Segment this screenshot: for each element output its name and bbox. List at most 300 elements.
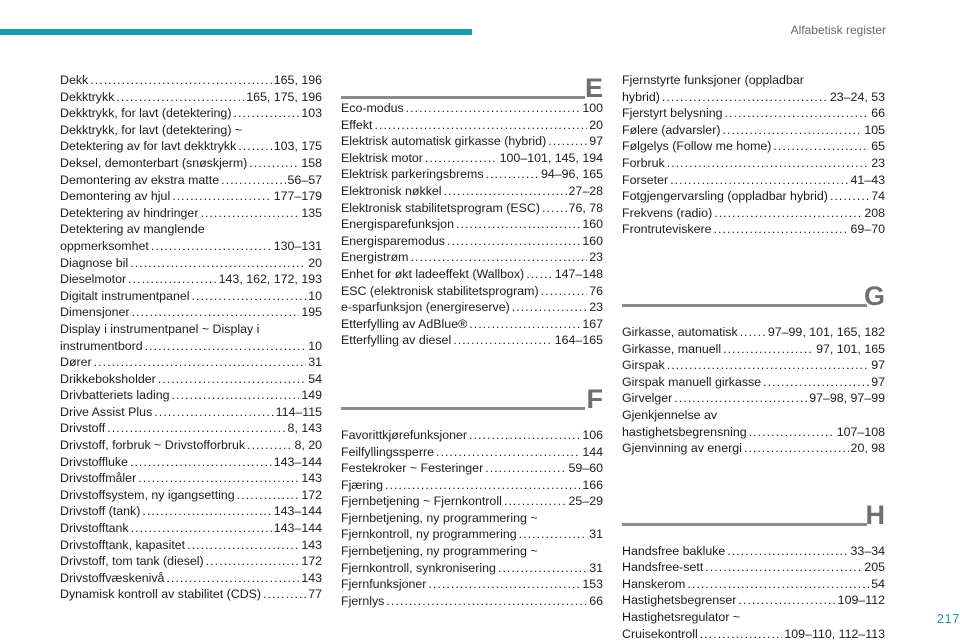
- index-entry-pages: 103: [301, 106, 322, 121]
- index-entry-pages: 106: [582, 427, 603, 442]
- index-entry-pages: 107–108: [836, 424, 885, 439]
- dot-leader: [233, 105, 299, 122]
- index-entry-pages: 97–98, 97–99: [809, 391, 885, 406]
- index-entry: [622, 592, 885, 609]
- index-entry-pages: 97: [871, 374, 885, 389]
- index-entry-term: Detektering av hindringer: [60, 205, 199, 220]
- index-entry-pages: 105: [864, 122, 885, 137]
- index-entry-pages: 164–165: [554, 333, 603, 348]
- index-entry: [341, 477, 603, 494]
- index-entry: [60, 553, 322, 570]
- index-entry-term: Drivstoff (tank): [60, 504, 141, 519]
- index-entry-term: Elektronisk nøkkel: [341, 183, 442, 198]
- dot-leader: [410, 249, 587, 266]
- index-entry: [622, 440, 885, 457]
- index-entry-pages: 41–43: [850, 172, 885, 187]
- dot-leader: [436, 444, 580, 461]
- section-header-h: [622, 495, 885, 555]
- dot-leader: [107, 420, 285, 437]
- index-entry-term: hastighetsbegrensning: [622, 424, 747, 439]
- index-entry: [60, 271, 322, 288]
- index-entry-term: Energisparefunksjon: [341, 217, 454, 232]
- index-entry-pages: 8, 20: [294, 438, 322, 453]
- dot-leader: [425, 150, 498, 167]
- index-entry: [341, 249, 603, 266]
- index-entry: [60, 520, 322, 537]
- index-entry-term: Fjernfunksjoner: [341, 577, 427, 592]
- section-header-g: [622, 276, 885, 336]
- index-entry-pages: 66: [871, 106, 885, 121]
- index-entry-term-line: Gjenkjennelse av: [622, 407, 718, 422]
- index-entry-pages: 20, 98: [850, 441, 885, 456]
- index-entry: [60, 487, 322, 504]
- index-entry: [622, 205, 885, 222]
- index-entry-pages: 172: [301, 554, 322, 569]
- index-entry-term: Enhet for økt ladeeffekt (Wallbox): [341, 266, 525, 281]
- index-entry-term: Girspak: [622, 358, 665, 373]
- index-entry-term-line: Fjernstyrte funksjoner (oppladbar: [622, 73, 804, 87]
- dot-leader: [172, 387, 300, 404]
- index-entry: [60, 570, 322, 587]
- dot-leader: [145, 338, 307, 355]
- index-entry-term: Elektrisk parkeringsbrems: [341, 167, 484, 182]
- index-entry: [341, 316, 603, 333]
- index-entry-term: Demontering av hjul: [60, 189, 171, 204]
- dot-leader: [519, 526, 588, 543]
- index-entry-pages: 31: [308, 355, 322, 370]
- index-entry-pages: 97: [871, 358, 885, 373]
- index-entry: [60, 122, 322, 155]
- index-entry-term-line: Display i instrumentpanel ~ Display i: [60, 321, 260, 336]
- header-accent-bar: [0, 29, 472, 35]
- index-entry: [341, 444, 603, 461]
- index-entry: [341, 200, 603, 217]
- index-entry-pages: 10: [308, 288, 322, 303]
- index-entry-pages: 195: [301, 305, 322, 320]
- index-entry: [622, 341, 885, 358]
- index-entry-pages: 31: [589, 560, 603, 575]
- index-entry-term: Dynamisk kontroll av stabilitet (CDS): [60, 587, 262, 602]
- index-entry-pages: 109–110, 112–113: [784, 626, 885, 641]
- index-entry-pages: 143–144: [273, 521, 322, 536]
- index-entry-pages: 158: [301, 155, 322, 170]
- index-entry-pages: 143–144: [273, 454, 322, 469]
- index-entry-pages: 54: [308, 371, 322, 386]
- dot-leader: [687, 576, 869, 593]
- index-entry-term: Hastighetsbegrenser: [622, 593, 737, 608]
- index-entry-pages: 31: [589, 527, 603, 542]
- dot-leader: [763, 374, 869, 391]
- index-entry-pages: 143: [301, 537, 322, 552]
- index-entry-term: Diagnose bil: [60, 255, 129, 270]
- dot-leader: [386, 593, 587, 610]
- dot-leader: [526, 266, 553, 283]
- index-entry-pages: 100–101, 145, 194: [499, 150, 603, 165]
- index-entry-term: Drivbatteriets lading: [60, 388, 170, 403]
- index-entry-term: Drikkeboksholder: [60, 371, 156, 386]
- dot-leader: [444, 183, 567, 200]
- index-entry-pages: 74: [871, 189, 885, 204]
- index-entry: [341, 543, 603, 576]
- index-entry: [60, 72, 322, 89]
- section-divider: [341, 407, 585, 410]
- dot-leader: [674, 390, 807, 407]
- index-entry-pages: 76, 78: [568, 200, 603, 215]
- index-entry-term: Forseter: [622, 172, 669, 187]
- dot-leader: [151, 238, 272, 255]
- dot-leader: [541, 283, 588, 300]
- index-entry-pages: 94–96, 165: [540, 167, 603, 182]
- index-entry-pages: 135: [301, 205, 322, 220]
- dot-leader: [116, 89, 244, 106]
- index-entry: [341, 150, 603, 167]
- index-entry-term: Dekk: [60, 73, 89, 87]
- index-entry-pages: 56–57: [287, 172, 322, 187]
- dot-leader: [498, 560, 587, 577]
- index-entry-term: Drivstoffvæskenivå: [60, 570, 165, 585]
- index-entry-term: Girspak manuell girkasse: [622, 374, 762, 389]
- section-divider: [341, 96, 585, 99]
- page-header-title: Alfabetisk register: [790, 23, 886, 37]
- index-entry-pages: 66: [589, 593, 603, 608]
- index-entry: [622, 576, 885, 593]
- index-entry: [60, 437, 322, 454]
- dot-leader: [142, 503, 271, 520]
- index-entry-pages: 25–29: [568, 494, 603, 509]
- index-entry: [60, 172, 322, 189]
- dot-leader: [667, 357, 870, 374]
- index-entry-pages: 166: [582, 477, 603, 492]
- index-entry: [341, 460, 603, 477]
- index-entry-term: Cruisekontroll: [622, 626, 698, 641]
- index-entry-pages: 103, 175: [273, 139, 322, 154]
- index-entry-pages: 205: [864, 560, 885, 575]
- section-letter: G: [863, 280, 885, 311]
- index-entry-term: Dimensjoner: [60, 305, 130, 320]
- index-entry-pages: 77: [308, 587, 322, 602]
- index-entry-pages: 114–115: [275, 404, 322, 419]
- index-entry-pages: 177–179: [273, 189, 322, 204]
- index-entry-pages: 130–131: [273, 238, 322, 253]
- index-entry-term: instrumentbord: [60, 338, 143, 353]
- dot-leader: [453, 332, 553, 349]
- index-entry: [60, 221, 322, 254]
- index-entry-pages: 149: [301, 388, 322, 403]
- index-column-2: [341, 72, 603, 609]
- index-entry-term: Handsfree bakluke: [622, 543, 726, 558]
- index-entry: [622, 357, 885, 374]
- index-entry: [341, 576, 603, 593]
- index-entry: [622, 374, 885, 391]
- dot-leader: [206, 553, 300, 570]
- dot-leader: [90, 72, 272, 89]
- index-entry-term: Dører: [60, 355, 92, 370]
- dot-leader: [158, 371, 306, 388]
- index-entry-pages: 109–112: [837, 593, 885, 608]
- dot-leader: [131, 520, 272, 537]
- index-entry-term: ESC (elektronisk stabilitetsprogram): [341, 283, 539, 298]
- index-entry-term: Detektering av for lavt dekktrykk: [60, 139, 237, 154]
- index-entry-term: Etterfylling av AdBlue®: [341, 316, 468, 331]
- index-entry-pages: 69–70: [850, 222, 885, 237]
- index-entry-term: Girkasse, manuell: [622, 341, 722, 356]
- index-entry: [341, 233, 603, 250]
- dot-leader: [749, 424, 835, 441]
- index-entry-term: Drivstofflukе: [60, 454, 128, 469]
- section-divider: [622, 304, 867, 307]
- section-divider: [622, 523, 867, 526]
- index-entry-term: Eco-modus: [341, 101, 404, 115]
- index-entry-term: Forbruk: [622, 155, 665, 170]
- index-entry: [60, 503, 322, 520]
- dot-leader: [154, 404, 273, 421]
- dot-leader: [172, 188, 272, 205]
- index-entry-term: Elektrisk motor: [341, 150, 423, 165]
- index-entry: [341, 166, 603, 183]
- index-entry-pages: 76: [589, 283, 603, 298]
- dot-leader: [486, 166, 539, 183]
- dot-leader: [247, 437, 292, 454]
- index-entry-term: Drive Assist Plus: [60, 404, 153, 419]
- index-entry-pages: 65: [871, 139, 885, 154]
- index-entry: [60, 420, 322, 437]
- index-entry-term: Frontruteviskere: [622, 222, 712, 237]
- index-entry-term-line: Hastighetsregulator ~: [622, 610, 741, 625]
- index-entry: [60, 454, 322, 471]
- index-entry-term: Dekktrykk, for lavt (detektering): [60, 106, 232, 121]
- dot-leader: [662, 89, 828, 106]
- dot-leader: [94, 354, 307, 371]
- index-entry: [60, 354, 322, 371]
- index-entry-pages: 147–148: [554, 266, 603, 281]
- page-number: 217: [936, 611, 960, 626]
- index-entry-term: Energisparemodus: [341, 233, 446, 248]
- index-entry-term: Feilfyllingssperre: [341, 444, 434, 459]
- index-entry-term-line: Fjernbetjening, ny programmering ~: [341, 544, 538, 559]
- index-entry-term: Handsfree-sett: [622, 560, 704, 575]
- index-entry-pages: 143: [301, 570, 322, 585]
- index-entry-pages: 144: [582, 444, 603, 459]
- index-entry-term: Fjernkontroll, synkronisering: [341, 560, 496, 575]
- index-entry: [622, 221, 885, 238]
- section-g-entries: [622, 324, 885, 457]
- dot-leader: [548, 133, 587, 150]
- dot-leader: [130, 255, 306, 272]
- index-entry-term: Drivstofftank, kapasitet: [60, 537, 186, 552]
- dot-leader: [542, 200, 567, 217]
- index-entry: [60, 321, 322, 354]
- index-entry-term: Hanskerom: [622, 576, 686, 591]
- index-entry-term: Drivstoff: [60, 421, 106, 436]
- index-entry-term-line: Fjernbetjening, ny programmering ~: [341, 510, 538, 525]
- index-entry: [341, 283, 603, 300]
- index-entry: [60, 586, 322, 603]
- index-entry-pages: 165, 175, 196: [246, 89, 322, 104]
- dot-leader: [447, 233, 580, 250]
- index-entry-term: Drivstoff, forbruk ~ Drivstofforbruk: [60, 438, 246, 453]
- index-entry: [622, 105, 885, 122]
- dot-leader: [670, 172, 848, 189]
- index-entry-pages: 165, 196: [273, 73, 322, 87]
- dot-leader: [512, 299, 587, 316]
- index-entry-term: Effekt: [341, 117, 373, 132]
- index-entry-pages: 33–34: [850, 543, 885, 558]
- section-letter: F: [586, 383, 603, 414]
- dot-leader: [238, 138, 271, 155]
- index-entry-pages: 8, 143: [287, 421, 322, 436]
- dot-leader: [166, 570, 299, 587]
- index-entry-pages: 97, 101, 165: [816, 341, 885, 356]
- index-entry: [60, 288, 322, 305]
- index-entry: [341, 510, 603, 543]
- dot-leader: [723, 341, 814, 358]
- index-entry: [341, 299, 603, 316]
- index-entry: [60, 205, 322, 222]
- index-entry-term: Etterfylling av diesel: [341, 333, 452, 348]
- index-entry: [341, 266, 603, 283]
- dot-leader: [830, 188, 869, 205]
- index-entry-pages: 143, 162, 172, 193: [218, 272, 322, 287]
- dot-leader: [667, 155, 870, 172]
- index-entry-pages: 143–144: [273, 504, 322, 519]
- index-entry: [60, 304, 322, 321]
- dot-leader: [504, 493, 567, 510]
- index-entry-pages: 23: [589, 250, 603, 265]
- dot-leader: [138, 470, 299, 487]
- index-entry: [60, 89, 322, 106]
- index-entry-term: Fjernbetjening ~ Fjernkontroll: [341, 494, 502, 509]
- index-entry: [622, 407, 885, 440]
- index-entry-pages: 27–28: [568, 183, 603, 198]
- index-entry-term: Girvelger: [622, 391, 673, 406]
- index-entry: [622, 390, 885, 407]
- section-h-entries: [622, 543, 885, 642]
- section-f-continued-entries: [622, 72, 885, 238]
- index-entry: [622, 122, 885, 139]
- dot-leader: [725, 105, 870, 122]
- index-entry-term: Fjæring: [341, 477, 383, 492]
- index-entry: [622, 138, 885, 155]
- dot-leader: [187, 537, 299, 554]
- index-entry-pages: 100: [582, 101, 603, 115]
- index-entry: [60, 188, 322, 205]
- index-entry-term: Elektronisk stabilitetsprogram (ESC): [341, 200, 541, 215]
- index-entry-pages: 208: [864, 205, 885, 220]
- index-entry-term: Elektrisk automatisk girkasse (hybrid): [341, 134, 547, 149]
- index-entry-term: Fotgjengervarsling (oppladbar hybrid): [622, 189, 828, 204]
- index-entry-pages: 160: [582, 233, 603, 248]
- index-entry-term: Drivstoff, tom tank (diesel): [60, 554, 204, 569]
- dot-leader: [773, 138, 869, 155]
- index-entry-term: hybrid): [622, 89, 660, 104]
- index-entry: [60, 371, 322, 388]
- index-entry-term: Fjerstyrt belysning: [622, 106, 723, 121]
- index-entry-term: Favorittkjørefunksjoner: [341, 427, 468, 442]
- index-entry-term: Energistrøm: [341, 250, 409, 265]
- index-entry-pages: 167: [582, 316, 603, 331]
- dot-leader: [263, 586, 306, 603]
- index-entry-pages: 20: [589, 117, 603, 132]
- index-entry-term: Gjenvinning av energi: [622, 441, 742, 456]
- index-entry: [60, 255, 322, 272]
- index-entry-term: Frekvens (radio): [622, 205, 713, 220]
- dot-leader: [249, 155, 299, 172]
- index-entry-term: Dieselmotor: [60, 272, 127, 287]
- dot-leader: [714, 221, 849, 238]
- dot-leader: [385, 477, 580, 494]
- index-entry-term: Fjernkontroll, ny programmering: [341, 527, 517, 542]
- dot-leader: [132, 304, 300, 321]
- index-entry-pages: 97–99, 101, 165, 182: [767, 324, 885, 339]
- index-entry-pages: 143: [301, 471, 322, 486]
- index-entry: [622, 155, 885, 172]
- index-entry: [341, 593, 603, 610]
- index-entry: [622, 609, 885, 642]
- dot-leader: [485, 460, 566, 477]
- index-entry: [60, 387, 322, 404]
- index-entry-pages: 153: [582, 577, 603, 592]
- section-header-f: [341, 379, 603, 439]
- dot-leader: [200, 205, 299, 222]
- index-entry-term: Følgelys (Follow me home): [622, 139, 772, 154]
- index-entry-term: Deksel, demonterbart (snøskjerm): [60, 155, 248, 170]
- index-entry-term: Drivstoffmåler: [60, 471, 137, 486]
- index-entry-pages: 160: [582, 217, 603, 232]
- dot-leader: [744, 440, 849, 457]
- index-entry: [60, 155, 322, 172]
- index-entry: [622, 559, 885, 576]
- index-entry-pages: 23: [871, 155, 885, 170]
- index-entry-pages: 23: [589, 300, 603, 315]
- index-entry-term: Festekroker ~ Festeringer: [341, 461, 484, 476]
- index-entry: [341, 183, 603, 200]
- index-entry: [60, 537, 322, 554]
- index-entry-term: Digitalt instrumentpanel: [60, 288, 190, 303]
- dot-leader: [128, 271, 217, 288]
- index-entry-term: Girkasse, automatisk: [622, 324, 738, 339]
- index-entry-term: Fjernlys: [341, 593, 385, 608]
- index-entry: [622, 188, 885, 205]
- dot-leader: [469, 316, 580, 333]
- index-entry-pages: 172: [301, 487, 322, 502]
- index-entry: [60, 105, 322, 122]
- dot-leader: [237, 487, 300, 504]
- section-letter: H: [865, 499, 885, 530]
- dot-leader: [456, 216, 580, 233]
- section-f-entries: [341, 427, 603, 610]
- index-entry-term: oppmerksomhet: [60, 238, 149, 253]
- dot-leader: [221, 172, 285, 189]
- index-entry-term-line: Detektering av manglende: [60, 222, 205, 237]
- index-entry: [60, 470, 322, 487]
- index-entry-term: Drivstoffsystem, ny igangsetting: [60, 487, 235, 502]
- index-column-3: [622, 72, 885, 642]
- section-e-entries: [341, 100, 603, 349]
- index-entry: [341, 216, 603, 233]
- index-entry: [341, 133, 603, 150]
- dot-leader: [428, 576, 580, 593]
- index-entry: [622, 72, 885, 105]
- dot-leader: [738, 592, 835, 609]
- index-entry: [341, 493, 603, 510]
- index-entry-pages: 23–24, 53: [829, 89, 885, 104]
- index-entry: [60, 404, 322, 421]
- section-letter: E: [584, 73, 603, 103]
- index-entry-term: Drivstofftank: [60, 521, 129, 536]
- index-entry-term-line: Dekktrykk, for lavt (detektering) ~: [60, 122, 243, 137]
- dot-leader: [130, 454, 272, 471]
- index-entry-pages: 20: [308, 255, 322, 270]
